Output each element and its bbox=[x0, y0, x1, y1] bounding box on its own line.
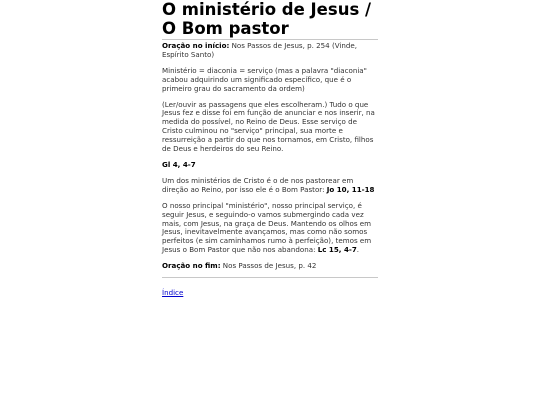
closing-prayer-text: Nos Passos de Jesus, p. 42 bbox=[222, 261, 317, 271]
footer-divider bbox=[162, 277, 378, 278]
opening-prayer-text: Nos Passos de Jesus, p. 254 (Vinde, Espírito Santo) bbox=[162, 41, 357, 59]
closing-prayer-label: Oração no fim: bbox=[162, 261, 221, 271]
paragraph-bom-pastor bbox=[162, 177, 378, 195]
opening-prayer-label: Oração no início: bbox=[162, 41, 230, 50]
opening-prayer bbox=[162, 42, 378, 60]
reference-gl: Gl 4, 4-7 bbox=[162, 159, 196, 169]
page-title: O ministério de Jesus / O Bom pastor bbox=[162, 0, 372, 38]
paragraph-ministerio: Ministério = diaconia = serviço (mas a palavra "diaconia" acabou adquirindo um significado específico, que é o primeiro grau do sacramento da ordem) bbox=[162, 65, 367, 93]
paragraph-principal-ministerio bbox=[162, 202, 378, 255]
reference-jo: Jo 10, 11-18 bbox=[326, 184, 375, 194]
paragraph-passagens: (Ler/ouvir as passagens que eles escolheram.) Tudo o que Jesus fez e disse foi em função de anunciar e nos inserir, na medida do possível, no Reino de Deus. Esse serviço de Cristo culminou no "serviço" principal, sua morte e ressurreição a partir do que nos tornamos, em Cristo, filhos de Deus e herdeiros do seu Reino. bbox=[162, 99, 375, 154]
paragraph-bom-pastor-text: Um dos ministérios de Cristo é o de nos pastorear em direção ao Reino, por isso ele é o Bom Pastor: bbox=[162, 175, 354, 194]
closing-prayer bbox=[162, 262, 378, 271]
title-divider bbox=[162, 39, 378, 40]
index-link[interactable]: Índice bbox=[162, 288, 184, 298]
reference-heading-gl bbox=[162, 161, 378, 170]
reference-lc: Lc 15, 4-7 bbox=[317, 245, 357, 255]
paragraph-principal-ministerio-text: O nosso principal "ministério", nosso principal serviço, é seguir Jesus, e seguindo-o vamos submergindo cada vez mais, com Jesus, na graça de Deus. Mantendo os olhos em Jesus, inevitavelmente avançamos, mas como não somos perfeitos (e sim caminhamos rumo à perfeição), temos em Jesus o Bom Pastor que não nos abandona: bbox=[162, 200, 372, 255]
paragraph-end-period: . bbox=[356, 245, 360, 255]
document-page bbox=[162, 0, 378, 299]
